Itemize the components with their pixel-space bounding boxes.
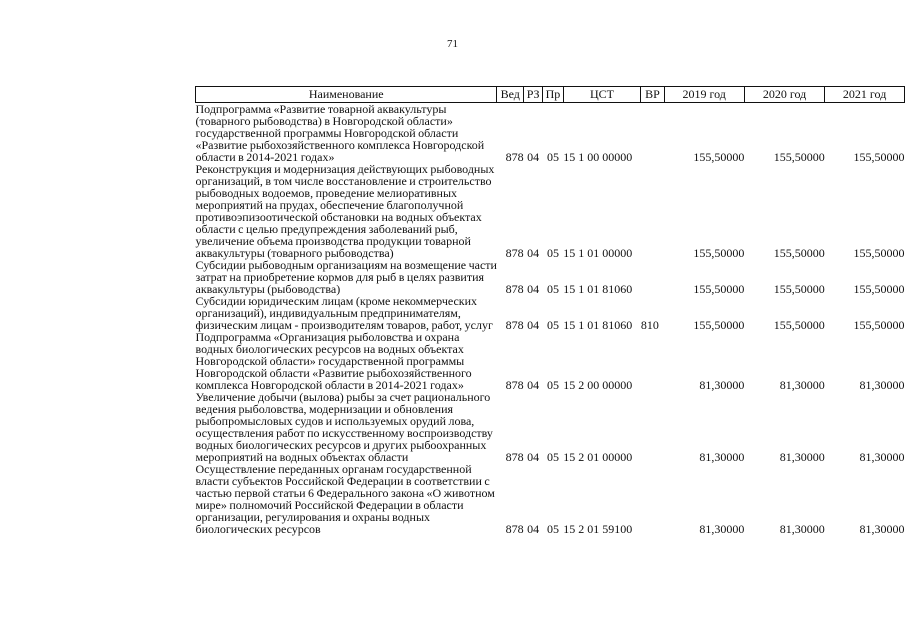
cell-pr: 05 — [546, 150, 559, 164]
cell-vr: 810 — [640, 318, 659, 332]
cell-2021: 155,50000 — [853, 318, 905, 332]
cell-pr: 05 — [546, 282, 559, 296]
cell-ved: 878 — [505, 522, 524, 536]
cell-name-line: аквакультуры (товарного рыбоводства) — [195, 246, 394, 260]
cell-2019: 155,50000 — [693, 246, 745, 260]
header-name: Наименование — [196, 87, 497, 103]
cell-name-line: Подпрограмма «Развитие товарной аквакультуры — [195, 102, 447, 116]
cell-name-line: (товарного рыбоводства) в Новгородской области» — [195, 114, 453, 128]
cell-name-line: власти субъектов Российской Федерации в соответствии с — [195, 474, 490, 488]
cell-name — [196, 391, 497, 463]
header-rz: РЗ — [524, 87, 543, 103]
cell-2020: 155,50000 — [773, 282, 825, 296]
header-2020: 2020 год — [744, 87, 824, 103]
cell-name-line: Подпрограмма «Организация рыболовства и охрана — [195, 330, 460, 344]
cell-pr: 05 — [546, 318, 559, 332]
cell-pr: 05 — [546, 378, 559, 392]
cell-rz: 04 — [527, 450, 540, 464]
cell-name-line: организации, регулирования и охраны водных — [195, 510, 431, 524]
cell-name-line: Новгородской области «Развитие рыбохозяйственного — [195, 366, 472, 380]
cell-ved: 878 — [505, 378, 524, 392]
cell-name-line: организаций), индивидуальным предпринимателям, — [195, 306, 461, 320]
cell-ved: 878 — [505, 282, 524, 296]
cell-rz: 04 — [527, 378, 540, 392]
table-row — [196, 103, 905, 164]
cell-2021: 155,50000 — [853, 282, 905, 296]
table-row — [196, 331, 905, 391]
cell-name-line: водных биологических ресурсов на водных объектах — [195, 342, 464, 356]
header-cst: ЦСТ — [563, 87, 641, 103]
cell-ved: 878 — [505, 246, 524, 260]
header-2021: 2021 год — [825, 87, 905, 103]
cell-pr: 05 — [546, 522, 559, 536]
cell-cst: 15 1 00 00000 — [563, 150, 633, 164]
cell-rz: 04 — [527, 318, 540, 332]
cell-ved: 878 — [505, 318, 524, 332]
cell-name-line: «Развитие рыбохозяйственного комплекса Новгородской — [195, 138, 485, 152]
table-row — [196, 391, 905, 463]
cell-2019: 155,50000 — [693, 282, 745, 296]
cell-2019: 81,30000 — [699, 450, 745, 464]
cell-name-line: водных биологических ресурсов и других рыбоохранных — [195, 438, 487, 452]
cell-vr — [641, 463, 664, 535]
cell-name-line: Осуществление переданных органам государственной — [195, 462, 472, 476]
cell-name-line: увеличение объема производства продукции товарной — [195, 234, 471, 248]
cell-vr — [641, 163, 664, 259]
header-vr: ВР — [641, 87, 664, 103]
cell-name — [196, 295, 497, 331]
cell-2020: 81,30000 — [779, 378, 825, 392]
cell-name-line: физическим лицам - производителям товаров, работ, услуг — [195, 318, 493, 332]
cell-name-line: Субсидии юридическим лицам (кроме некоммерческих — [195, 294, 478, 308]
cell-name — [196, 463, 497, 535]
cell-name-line: Субсидии рыбоводным организациям на возмещение части — [195, 258, 497, 272]
cell-2019: 155,50000 — [693, 150, 745, 164]
cell-name-line: Увеличение добычи (вылова) рыбы за счет рационального — [195, 390, 491, 404]
cell-2020: 81,30000 — [779, 450, 825, 464]
cell-2019: 81,30000 — [699, 522, 745, 536]
cell-name-line: мероприятий на водных объектах области — [195, 450, 409, 464]
cell-name — [196, 259, 497, 295]
cell-name — [196, 331, 497, 391]
table-row — [196, 295, 905, 331]
cell-name-line: мире» полномочий Российской Федерации в области — [195, 498, 464, 512]
cell-cst: 15 1 01 00000 — [563, 246, 633, 260]
cell-name-line: рыбопромысловых судов и используемых орудий лова, — [195, 414, 475, 428]
cell-rz: 04 — [527, 150, 540, 164]
budget-table-container — [195, 86, 905, 535]
cell-name-line: мероприятий на прудах, обеспечение благополучной — [195, 198, 464, 212]
cell-2020: 155,50000 — [773, 150, 825, 164]
header-ved: Вед — [497, 87, 524, 103]
cell-vr — [641, 391, 664, 463]
cell-2021: 81,30000 — [859, 378, 905, 392]
cell-2020: 155,50000 — [773, 246, 825, 260]
cell-name-line: биологических ресурсов — [195, 522, 321, 536]
budget-table — [195, 86, 905, 535]
cell-name — [196, 163, 497, 259]
cell-name-line: рыбоводных водоемов, проведение мелиоративных — [195, 186, 458, 200]
cell-name-line: частью первой статьи 6 Федерального закона «О животном — [195, 486, 495, 500]
cell-name-line: аквакультуры (рыбоводства) — [195, 282, 341, 296]
cell-vr — [641, 331, 664, 391]
cell-rz: 04 — [527, 282, 540, 296]
cell-name-line: области с целью предупреждения заболеваний рыб, — [195, 222, 458, 236]
cell-rz: 04 — [527, 246, 540, 260]
cell-2021: 155,50000 — [853, 246, 905, 260]
cell-pr: 05 — [546, 450, 559, 464]
cell-cst: 15 2 01 59100 — [563, 522, 633, 536]
header-pr: Пр — [543, 87, 563, 103]
cell-name-line: государственной программы Новгородской области — [195, 126, 459, 140]
cell-2021: 81,30000 — [859, 522, 905, 536]
cell-vr — [641, 259, 664, 295]
cell-name-line: Новгородской области» государственной программы — [195, 354, 465, 368]
cell-name-line: противоэпизоотической обстановки на водных объектах — [195, 210, 482, 224]
cell-name-line: ведения рыболовства, модернизации и обновления — [195, 402, 454, 416]
cell-2020: 81,30000 — [779, 522, 825, 536]
cell-rz: 04 — [527, 522, 540, 536]
cell-cst: 15 1 01 81060 — [563, 318, 633, 332]
table-row — [196, 259, 905, 295]
cell-2020: 155,50000 — [773, 318, 825, 332]
cell-2021: 81,30000 — [859, 450, 905, 464]
cell-name-line: комплекса Новгородской области в 2014-2021 годах» — [195, 378, 464, 392]
cell-name-line: Реконструкция и модернизация действующих рыбоводных — [195, 162, 495, 176]
cell-ved: 878 — [505, 150, 524, 164]
cell-name-line: осуществления работ по искусственному воспроизводству — [195, 426, 493, 440]
table-header-row — [196, 87, 905, 103]
header-2019: 2019 год — [664, 87, 744, 103]
cell-cst: 15 2 01 00000 — [563, 450, 633, 464]
cell-vr — [641, 103, 664, 164]
cell-ved: 878 — [505, 450, 524, 464]
table-row — [196, 163, 905, 259]
cell-2019: 155,50000 — [693, 318, 745, 332]
cell-name — [196, 103, 497, 164]
page-number: 71 — [447, 38, 458, 50]
table-row — [196, 463, 905, 535]
cell-2019: 81,30000 — [699, 378, 745, 392]
cell-2021: 155,50000 — [853, 150, 905, 164]
cell-name-line: организаций, в том числе восстановление и строительство — [195, 174, 492, 188]
cell-name-line: затрат на приобретение кормов для рыб в целях развития — [195, 270, 485, 284]
table-body — [196, 103, 905, 536]
cell-name-line: области в 2014-2021 годах» — [195, 150, 335, 164]
cell-cst: 15 2 00 00000 — [563, 378, 633, 392]
cell-pr: 05 — [546, 246, 559, 260]
cell-cst: 15 1 01 81060 — [563, 282, 633, 296]
